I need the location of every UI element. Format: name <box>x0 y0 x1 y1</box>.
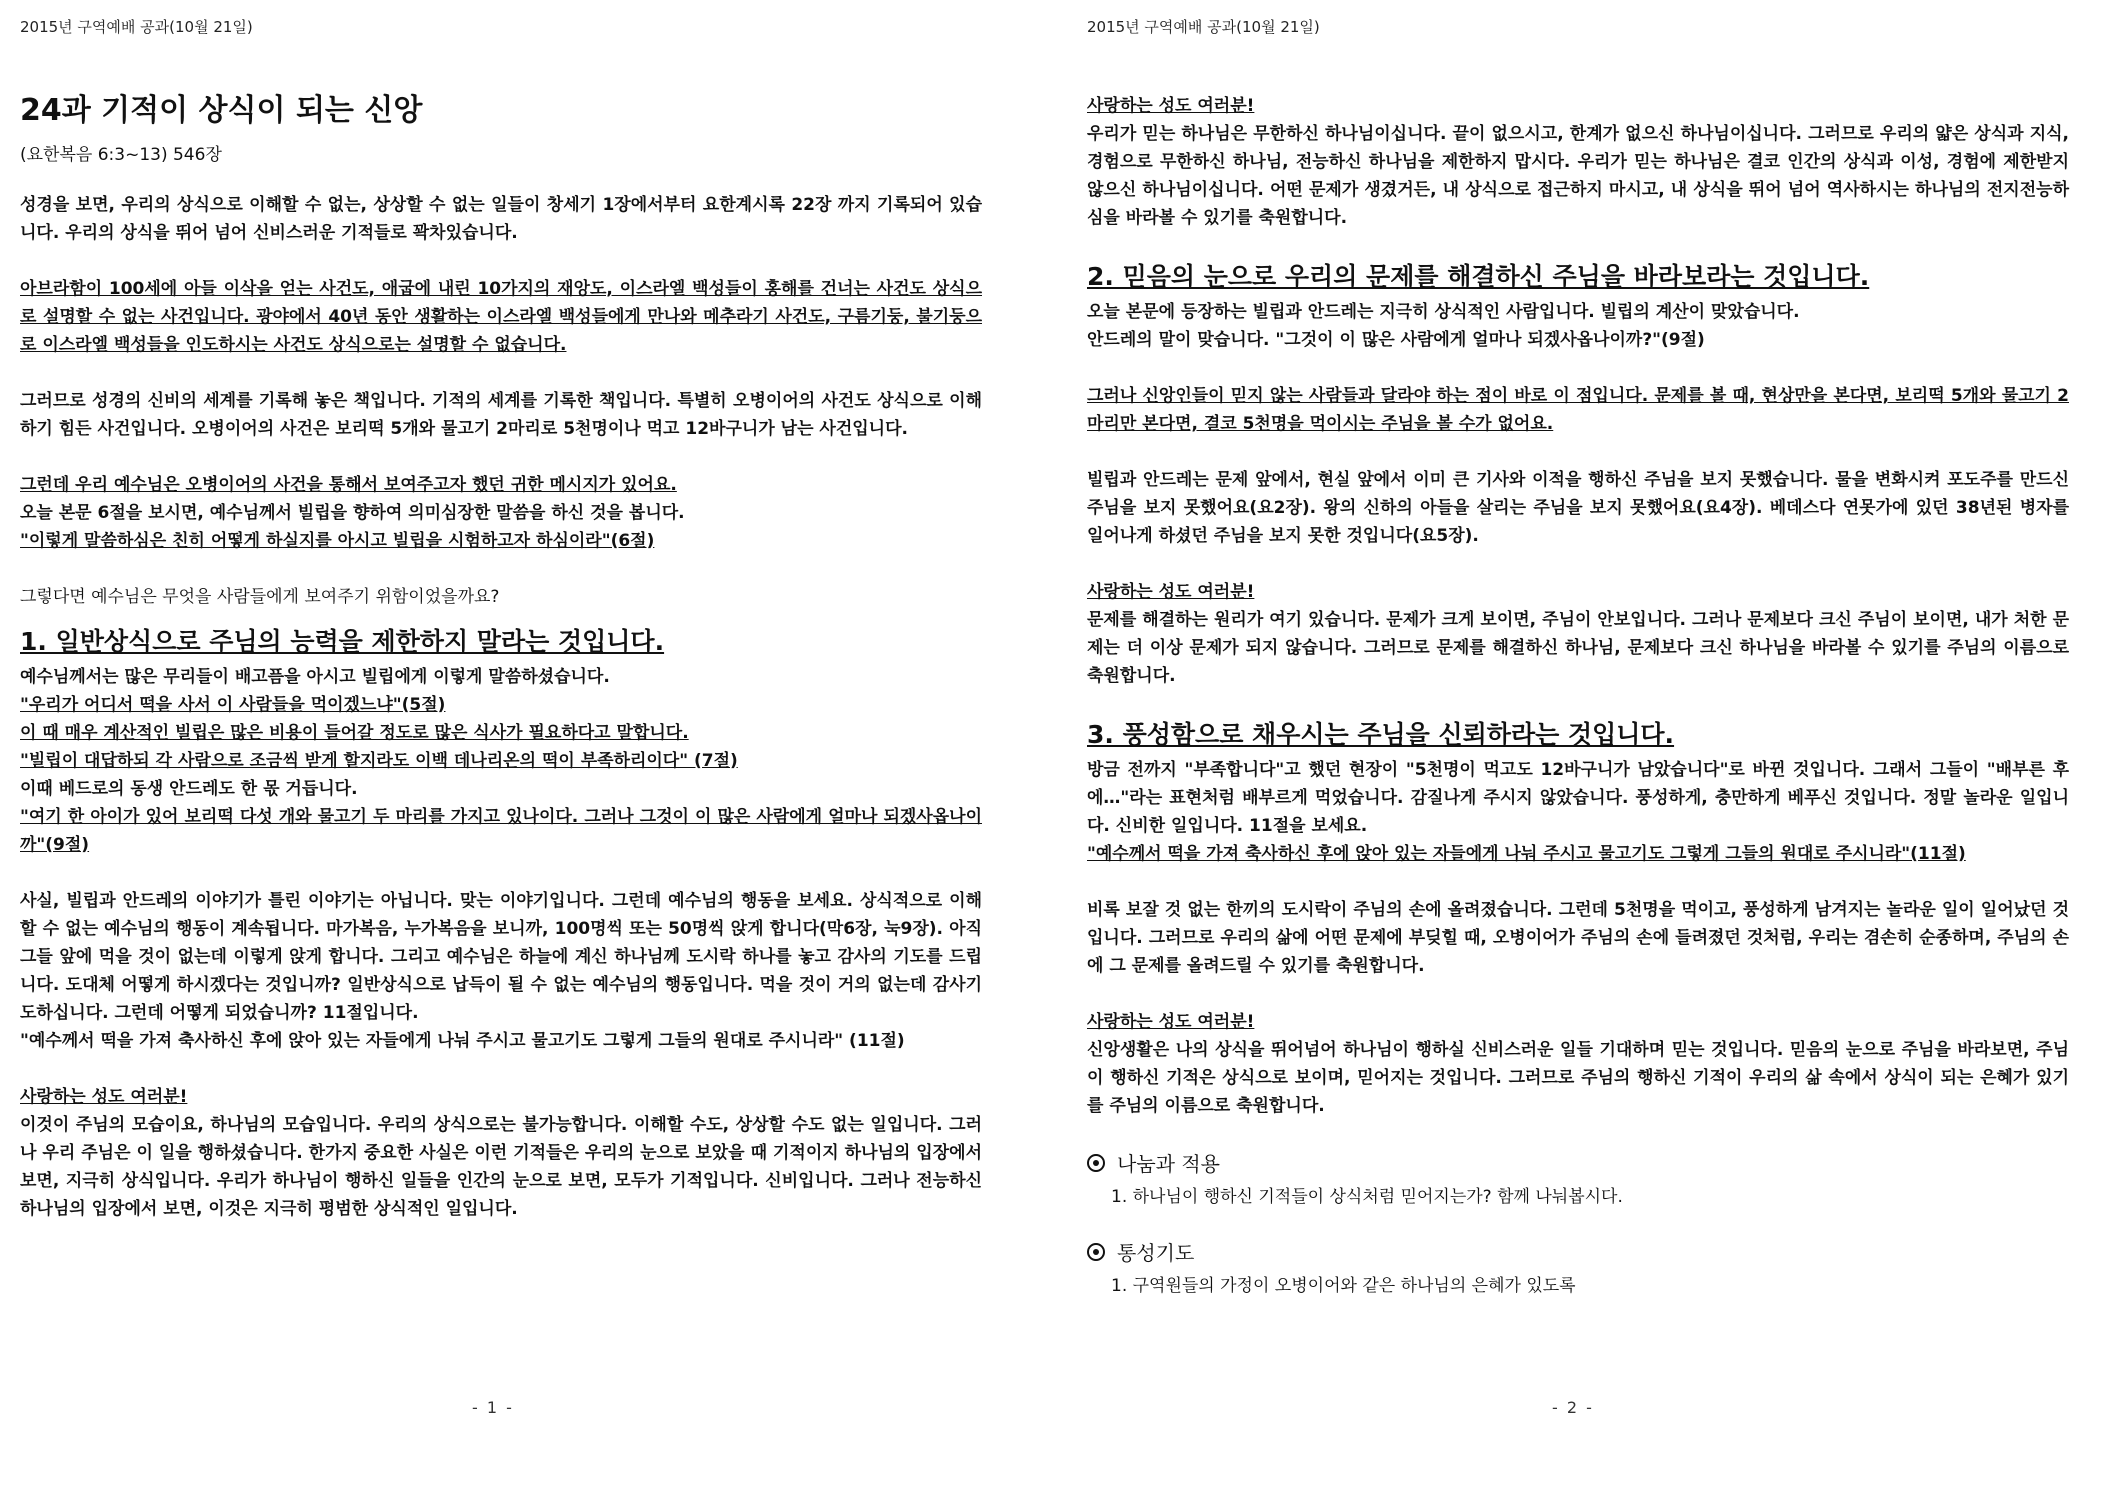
miracles-paragraph: 아브라함이 100세에 아들 이삭을 얻는 사건도, 애굽에 내린 10가지의 재앙도, 이스라엘 백성들이 홍해를 건너는 사건도 상식으로 설명할 수 없는 사건입니다. 광야에서 40년 동안 생활하는 이스라엘 백성들에게 만나와 메추라기 사건도, 구름기둥, 불기둥으로 이스라엘 백성들을 인도하시는 사건도 상식으로는 설명할 수 없습니다. <box>20 278 982 355</box>
section-heading-3: 3. 풍성함으로 채우시는 주님을 신뢰하라는 것입니다. <box>1087 720 1675 749</box>
page-header: 2015년 구역예배 공과(10월 21일) <box>1087 18 1320 36</box>
jesus-actions-paragraph: 사실, 빌립과 안드레의 이야기가 틀린 이야기는 아닙니다. 맞는 이야기입니다. 그런데 예수님의 행동을 보세요. 상식적으로 이해할 수 없는 예수님의 행동이 계속됩니다. 마가복음, 누가복음을 보니까, 100명씩 또는 50명씩 앉게 합니다(막6장, 눅9장). 아직 그들 앞에 먹을 것이 없는데 이렇게 앉게 합니다. 그리고 예수님은 하늘에 계신 하나님께 도시락 하나를 놓고 감사의 기도를 드립니다. 도대체 어떻게 하시겠다는 것입니까? 일반상식으로 납득이 될 수 없는 예수님의 행동입니다. 먹을 것이 거의 없는데 감사기도하십니다. 그런데 어떻게 되었습니까? 11절입니다. <box>20 890 982 1023</box>
section-heading-2: 2. 믿음의 눈으로 우리의 문제를 해결하신 주님을 바라보라는 것입니다. <box>1087 262 1870 291</box>
section1-line: "여기 한 아이가 있어 보리떡 다섯 개와 물고기 두 마리를 가지고 있나이다. 그러나 그것이 이 많은 사람에게 얼마나 되겠사옵나이까"(9절) <box>20 806 982 855</box>
section1-line: 이때 베드로의 동생 안드레도 한 몫 거듭니다. <box>20 778 358 799</box>
page-1-content <box>20 92 982 1251</box>
verse-6-intro-line: 오늘 본문 6절을 보시면, 예수님께서 빌립을 향하여 의미심장한 말씀을 하신 것을 봅니다. <box>20 502 685 523</box>
problem-solving-paragraph: 문제를 해결하는 원리가 여기 있습니다. 문제가 크게 보이면, 주님이 안보입니다. 그러나 문제보다 크신 주님이 보이면, 내가 처한 문제는 더 이상 문제가 되지 않습니다. 그러므로 문제를 해결하신 하나님, 문제보다 크신 하나님을 바라볼 수 있기를 주님의 이름으로 축원합니다. <box>1087 610 2069 686</box>
scripture-reference: (요한복음 6:3~13) 546장 <box>20 144 222 165</box>
section2-line: 오늘 본문에 등장하는 빌립과 안드레는 지극히 상식적인 사람입니다. 빌립의 계산이 맞았습니다. <box>1087 302 1800 322</box>
page-2 <box>1052 0 2104 1488</box>
greeting-line: 사랑하는 성도 여러분! <box>1087 582 1255 602</box>
verse-11-quote: "예수께서 떡을 가져 축사하신 후에 앉아 있는 자들에게 나눠 주시고 물고기도 그렇게 그들의 원대로 주시니라" (11절) <box>20 1030 905 1051</box>
greeting-line: 사랑하는 성도 여러분! <box>20 1086 188 1107</box>
verse-6-quote: "이렇게 말씀하심은 친히 어떻게 하실지를 아시고 빌립을 시험하고자 하심이라"(6절) <box>20 530 655 551</box>
greeting-line: 사랑하는 성도 여러분! <box>1087 1012 1255 1032</box>
lunch-paragraph: 비록 보잘 것 없는 한끼의 도시락이 주님의 손에 올려졌습니다. 그런데 5천명을 먹이고, 풍성하게 남겨지는 놀라운 일이 일어났던 것입니다. 그러므로 우리의 삶에 어떤 문제에 부딪힐 때, 오병이어가 주님의 손에 들려졌던 것처럼, 우리는 겸손히 순종하며, 주님의 손에 그 문제를 올려드릴 수 있기를 축원합니다. <box>1087 900 2069 976</box>
intro-paragraph: 성경을 보면, 우리의 상식으로 이해할 수 없는, 상상할 수 없는 일들이 창세기 1장에서부터 요한계시록 22장 까지 기록되어 있습니다. 우리의 상식을 뛰어 넘어 신비스러운 기적들로 꽉차있습니다. <box>20 194 982 243</box>
section1-line: "우리가 어디서 떡을 사서 이 사람들을 먹이겠느냐"(5절) <box>20 694 446 715</box>
section2-line: 안드레의 말이 맞습니다. "그것이 이 많은 사람에게 얼마나 되겠사옵나이까?"(9절) <box>1087 330 1705 350</box>
page-2-content <box>1087 92 2069 1326</box>
prayer-title: 통성기도 <box>1117 1241 1195 1265</box>
page-number: - 2 - <box>1552 1398 1594 1417</box>
bullet-circle-icon <box>1087 1243 1105 1261</box>
page-number: - 1 - <box>472 1398 514 1417</box>
prayer-item: 1. 구역원들의 가정이 오병이어와 같은 하나님의 은혜가 있도록 <box>1111 1276 1576 1296</box>
section1-line: 예수님께서는 많은 무리들이 배고픔을 아시고 빌립에게 이렇게 말씀하셨습니다. <box>20 666 610 687</box>
verse-11-quote: "예수께서 떡을 가져 축사하신 후에 앉아 있는 자들에게 나눠 주시고 물고기도 그렇게 그들의 원대로 주시니라"(11절) <box>1087 844 1966 864</box>
greeting-line: 사랑하는 성도 여러분! <box>1087 96 1255 116</box>
infinite-god-paragraph: 우리가 믿는 하나님은 무한하신 하나님이십니다. 끝이 없으시고, 한계가 없으신 하나님이십니다. 그러므로 우리의 얇은 상식과 지식, 경험으로 무한하신 하나님, 전능하신 하나님을 제한하지 맙시다. 우리가 믿는 하나님은 결코 인간의 상식과 이성, 경험에 제한받지 않으신 하나님이십니다. 어떤 문제가 생겼거든, 내 상식으로 접근하지 마시고, 내 상식을 뛰어 넘어 역사하시는 하나님의 전지전능하심을 바라볼 수 있기를 축원합니다. <box>1087 124 2069 228</box>
prayer-heading <box>1087 1237 2069 1266</box>
abundance-paragraph: 방금 전까지 "부족합니다"고 했던 현장이 "5천명이 먹고도 12바구니가 남았습니다"로 바뀐 것입니다. 그래서 그들이 "배부른 후에…"라는 표현처럼 배부르게 먹었습니다. 감질나게 주시지 않았습니다. 풍성하게, 충만하게 베푸신 것입니다. 정말 놀라운 일입니다. 신비한 일입니다. 11절을 보세요. <box>1087 760 2069 836</box>
sharing-item: 1. 하나님이 행하신 기적들이 상식처럼 믿어지는가? 함께 나눠봅시다. <box>1111 1187 1623 1207</box>
god-view-paragraph: 이것이 주님의 모습이요, 하나님의 모습입니다. 우리의 상식으로는 불가능합니다. 이해할 수도, 상상할 수도 없는 일입니다. 그러나 우리 주님은 이 일을 행하셨습니다. 한가지 중요한 사실은 이런 기적들은 우리의 눈으로 보았을 때 기적이지 하나님의 입장에서 보면, 지극히 상식입니다. 우리가 하나님이 행하신 일들을 인간의 눈으로 보면, 모두가 기적입니다. 신비입니다. 그러나 전능하신 하나님의 입장에서 보면, 이것은 지극히 평범한 상식적인 일입니다. <box>20 1114 982 1219</box>
bullet-circle-icon <box>1087 1154 1105 1172</box>
question-line: 그렇다면 예수님은 무엇을 사람들에게 보여주기 위함이었을까요? <box>20 586 500 607</box>
section1-line: 이 때 매우 계산적인 빌립은 많은 비용이 들어갈 정도로 많은 식사가 필요하다고 말합니다. <box>20 722 689 743</box>
lesson-title: 24과 기적이 상식이 되는 신앙 <box>20 93 423 128</box>
sharing-heading <box>1087 1148 2069 1177</box>
faith-life-paragraph: 신앙생활은 나의 상식을 뛰어넘어 하나님이 행하실 신비스러운 일들 기대하며 믿는 것입니다. 믿음의 눈으로 주님을 바라보면, 주님이 행하신 기적은 상식으로 보이며, 믿어지는 것입니다. 그러므로 주님의 행하신 기적이 우리의 삶 속에서 상식이 되는 은혜가 있기를 주님의 이름으로 축원합니다. <box>1087 1040 2069 1116</box>
bible-mystery-paragraph: 그러므로 성경의 신비의 세계를 기록해 놓은 책입니다. 기적의 세계를 기록한 책입니다. 특별히 오병이어의 사건도 상식으로 이해하기 힘든 사건입니다. 오병이어의 사건은 보리떡 5개와 물고기 2마리로 5천명이나 먹고 12바구니가 남는 사건입니다. <box>20 390 982 439</box>
message-line: 그런데 우리 예수님은 오병이어의 사건을 통해서 보여주고자 했던 귀한 메시지가 있어요. <box>20 474 677 495</box>
philip-andrew-paragraph: 빌립과 안드레는 문제 앞에서, 현실 앞에서 이미 큰 기사와 이적을 행하신 주님을 보지 못했습니다. 물을 변화시켜 포도주를 만드신 주님을 보지 못했어요(요2장). 왕의 신하의 아들을 살리는 주님을 보지 못했어요(요4장). 베데스다 연못가에 있던 38년된 병자를 일어나게 하셨던 주님을 보지 못한 것입니다(요5장). <box>1087 470 2069 546</box>
sharing-title: 나눔과 적용 <box>1117 1152 1220 1176</box>
section-heading-1: 1. 일반상식으로 주님의 능력을 제한하지 말라는 것입니다. <box>20 626 665 656</box>
believers-paragraph: 그러나 신앙인들이 믿지 않는 사람들과 달라야 하는 점이 바로 이 점입니다. 문제를 볼 때, 현상만을 본다면, 보리떡 5개와 물고기 2마리만 본다면, 결코 5천명을 먹이시는 주님을 볼 수가 없어요. <box>1087 386 2069 434</box>
section1-line: "빌립이 대답하되 각 사람으로 조금씩 받게 할지라도 이백 데나리온의 떡이 부족하리이다" (7절) <box>20 750 738 771</box>
page-header: 2015년 구역예배 공과(10월 21일) <box>20 18 253 36</box>
